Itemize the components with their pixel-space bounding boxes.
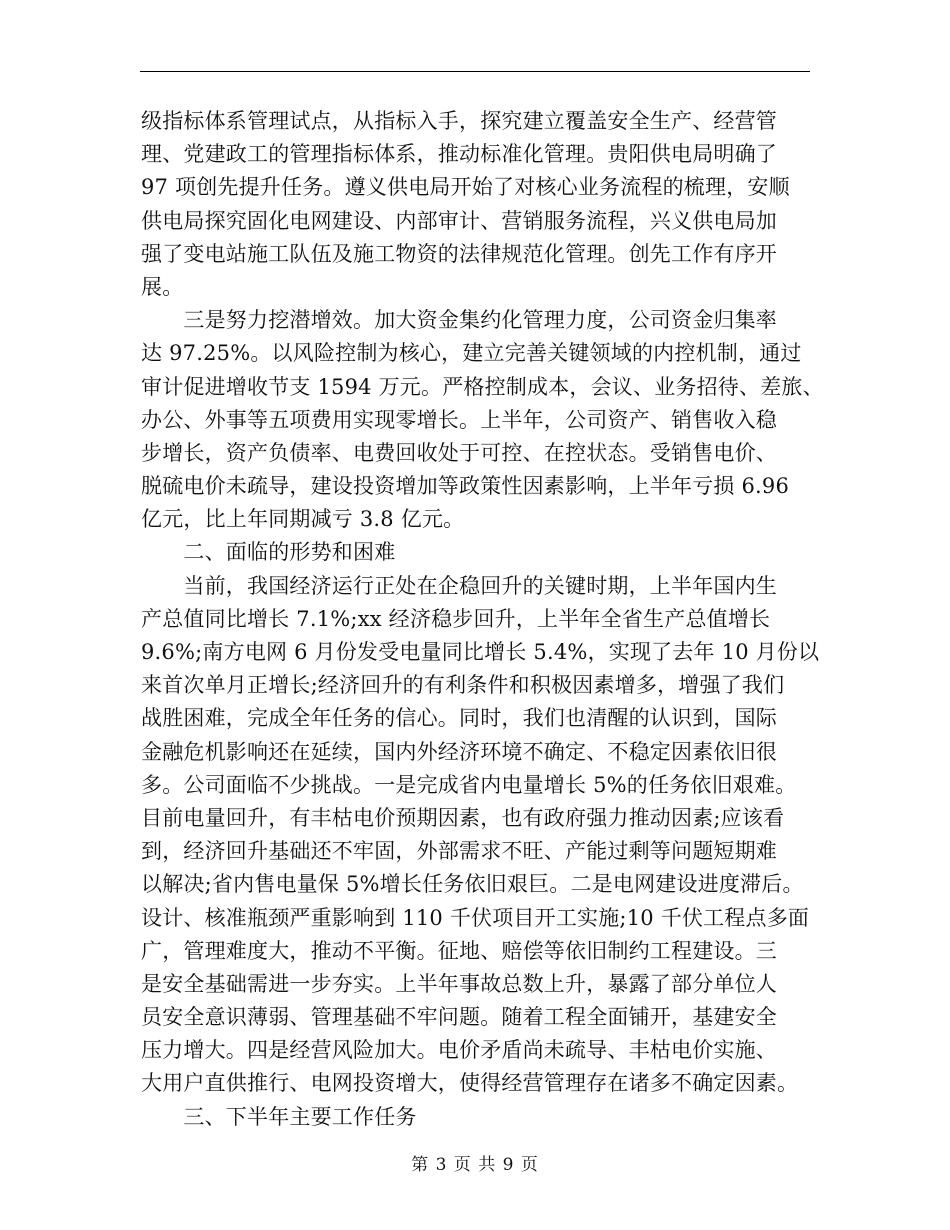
text-line: 大用户直供推行、电网投资增大，使得经营管理存在诸多不确定因素。 [141,1071,799,1096]
document-body [141,105,824,1134]
text-line: 展。 [141,274,184,299]
text-line: 到，经济回升基础还不牢固，外部需求不旺、产能过剩等问题短期难 [141,839,777,864]
text-line: 广，管理难度大，推动不平衡。征地、赔偿等依旧制约工程建设。三 [141,938,777,963]
section-heading: 三、下半年主要工作任务 [141,1104,417,1129]
text-line: 来首次单月正增长;经济回升的有利条件和积极因素增多，增强了我们 [141,673,785,698]
text-line: 设计、核准瓶颈严重影响到 110 千伏项目开工实施;10 千伏工程点多面 [141,905,810,930]
text-line: 金融危机影响还在延续，国内外经济环境不确定、不稳定因素依旧很 [141,739,777,764]
text-line: 多。公司面临不少挑战。一是完成省内电量增长 5%的任务依旧艰难。 [141,772,797,797]
text-line: 强了变电站施工队伍及施工物资的法律规范化管理。创先工作有序开 [141,241,777,266]
text-line: 亿元，比上年同期减亏 3.8 亿元。 [141,507,465,532]
text-line: 办公、外事等五项费用实现零增长。上半年，公司资产、销售收入稳 [141,407,777,432]
text-line: 三是努力挖潜增效。加大资金集约化管理力度，公司资金归集率 [141,308,777,333]
text-line: 目前电量回升，有丰枯电价预期因素，也有政府强力推动因素;应该看 [141,805,785,830]
page-number: 第 3 页 共 9 页 [411,1155,539,1175]
text-line: 97 项创先提升任务。遵义供电局开始了对核心业务流程的梳理，安顺 [141,175,790,200]
text-line: 9.6%;南方电网 6 月份发受电量同比增长 5.4%，实现了去年 10 月份以 [141,640,820,664]
text-line: 当前，我国经济运行正处在企稳回升的关键时期，上半年国内生 [141,573,777,598]
header-rule [140,71,810,72]
text-line: 以解决;省内售电量保 5%增长任务依旧艰巨。二是电网建设进度滞后。 [141,872,804,897]
text-line: 达 97.25%。以风险控制为核心，建立完善关键领域的内控机制，通过 [141,341,802,366]
text-line: 理、党建政工的管理指标体系，推动标准化管理。贵阳供电局明确了 [141,142,777,167]
text-line: 供电局探究固化电网建设、内部审计、营销服务流程，兴义供电局加 [141,208,777,233]
text-line: 级指标体系管理试点，从指标入手，探究建立覆盖安全生产、经营管 [141,109,777,133]
text-line: 脱硫电价未疏导，建设投资增加等政策性因素影响，上半年亏损 6.96 [141,474,790,499]
text-line: 压力增大。四是经营风险加大。电价矛盾尚未疏导、丰枯电价实施、 [141,1038,777,1063]
text-line: 战胜困难，完成全年任务的信心。同时，我们也清醒的认识到，国际 [141,706,777,731]
text-line: 步增长，资产负债率、电费回收处于可控、在控状态。受销售电价、 [141,440,777,465]
text-line: 产总值同比增长 7.1%;xx 经济稳步回升，上半年全省生产总值增长 [141,606,771,631]
text-line: 员安全意识薄弱、管理基础不牢问题。随着工程全面铺开，基建安全 [141,1005,777,1030]
text-line: 审计促进增收节支 1594 万元。严格控制成本，会议、业务招待、差旅、 [141,374,824,399]
text-line: 是安全基础需进一步夯实。上半年事故总数上升，暴露了部分单位人 [141,971,777,996]
section-heading: 二、面临的形势和困难 [141,540,396,565]
